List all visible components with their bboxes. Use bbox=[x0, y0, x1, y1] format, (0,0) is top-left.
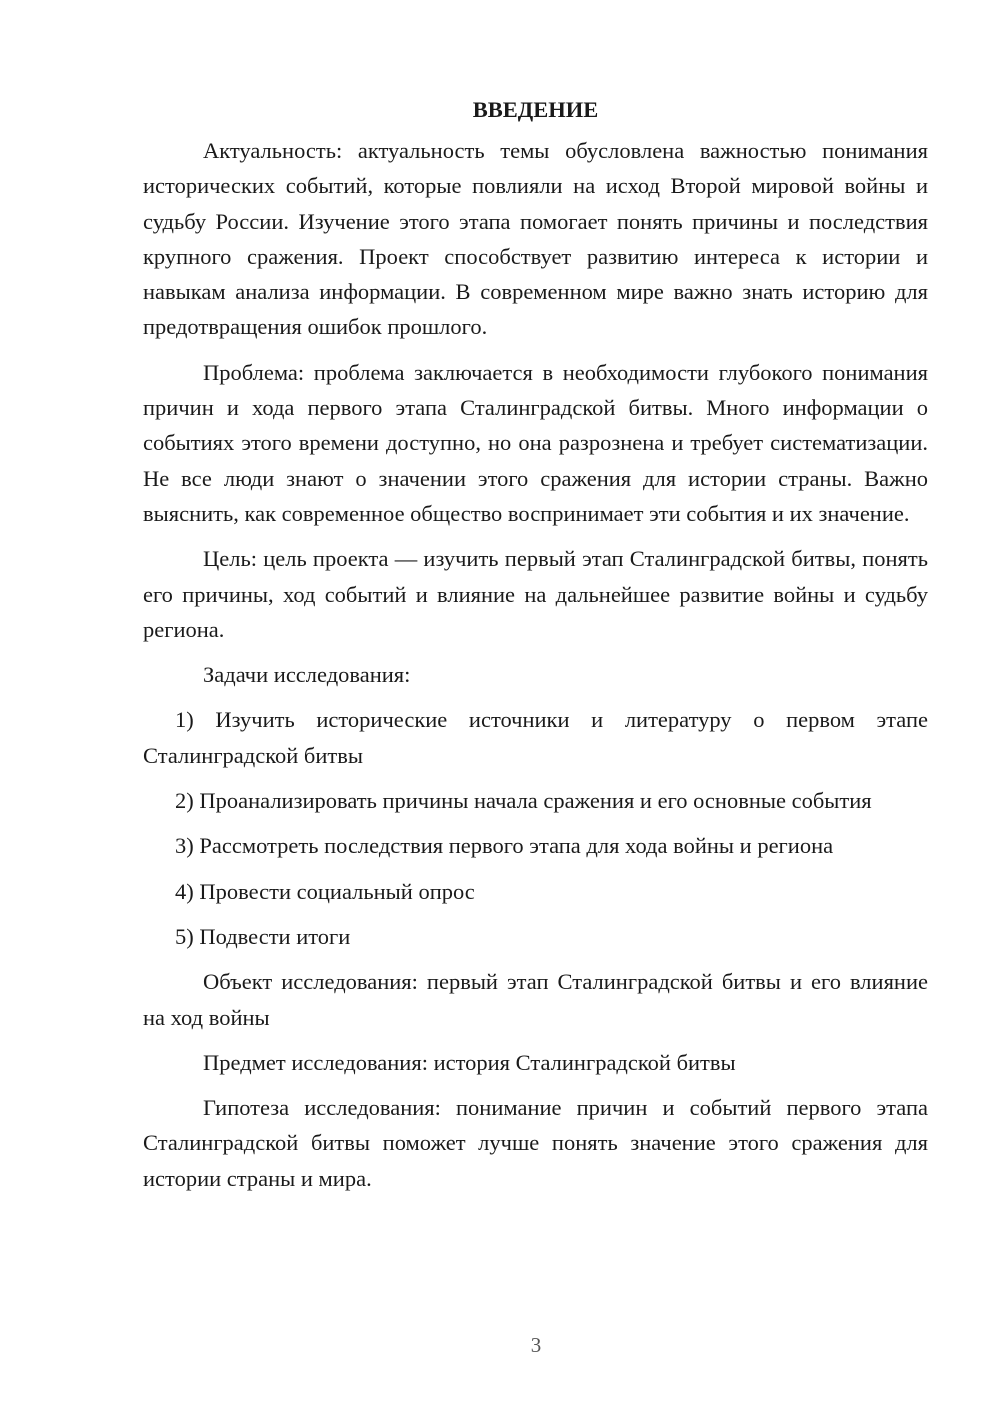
task-item-1: 1) Изучить исторические источники и литературу о первом этапе Сталинградской битвы bbox=[143, 707, 928, 768]
hypothesis-paragraph: Гипотеза исследования: понимание причин и событий первого этапа Сталинградской битвы поможет лучше понять значение этого сражения для истории страны и мира. bbox=[143, 1095, 928, 1191]
task-item-4: 4) Провести социальный опрос bbox=[175, 878, 475, 904]
task-item-2: 2) Проанализировать причины начала сражения и его основные события bbox=[175, 788, 872, 814]
tasks-heading: Задачи исследования: bbox=[203, 662, 411, 688]
subject-paragraph: Предмет исследования: история Сталинградской битвы bbox=[203, 1049, 736, 1075]
problem-paragraph: Проблема: проблема заключается в необходимости глубокого понимания причин и хода первого этапа Сталинградской битвы. Много информации о событиях этого времени доступно, но она разрознена и требует систематизации. Не все люди знают о значении этого сражения для истории страны. Важно выяснить, как современное общество воспринимает эти события и их значение. bbox=[143, 359, 928, 526]
section-title: ВВЕДЕНИЕ bbox=[472, 97, 599, 122]
object-paragraph: Объект исследования: первый этап Сталинградской битвы и его влияние на ход войны bbox=[143, 969, 928, 1030]
task-item-5: 5) Подвести итоги bbox=[175, 923, 351, 949]
task-item-3: 3) Рассмотреть последствия первого этапа для хода войны и региона bbox=[175, 833, 834, 859]
page-number: 3 bbox=[530, 1333, 542, 1357]
relevance-paragraph: Актуальность: актуальность темы обусловлена важностью понимания исторических событий, которые повлияли на исход Второй мировой войны и судьбу России. Изучение этого этапа помогает понять причины и последствия крупного сражения. Проект способствует развитию интереса к истории и навыкам анализа информации. В современном мире важно знать историю для предотвращения ошибок прошлого. bbox=[143, 138, 928, 340]
document-page bbox=[143, 92, 928, 1206]
goal-paragraph: Цель: цель проекта — изучить первый этап Сталинградской битвы, понять его причины, ход событий и влияние на дальнейшее развитие войны и судьбу региона. bbox=[143, 546, 928, 642]
